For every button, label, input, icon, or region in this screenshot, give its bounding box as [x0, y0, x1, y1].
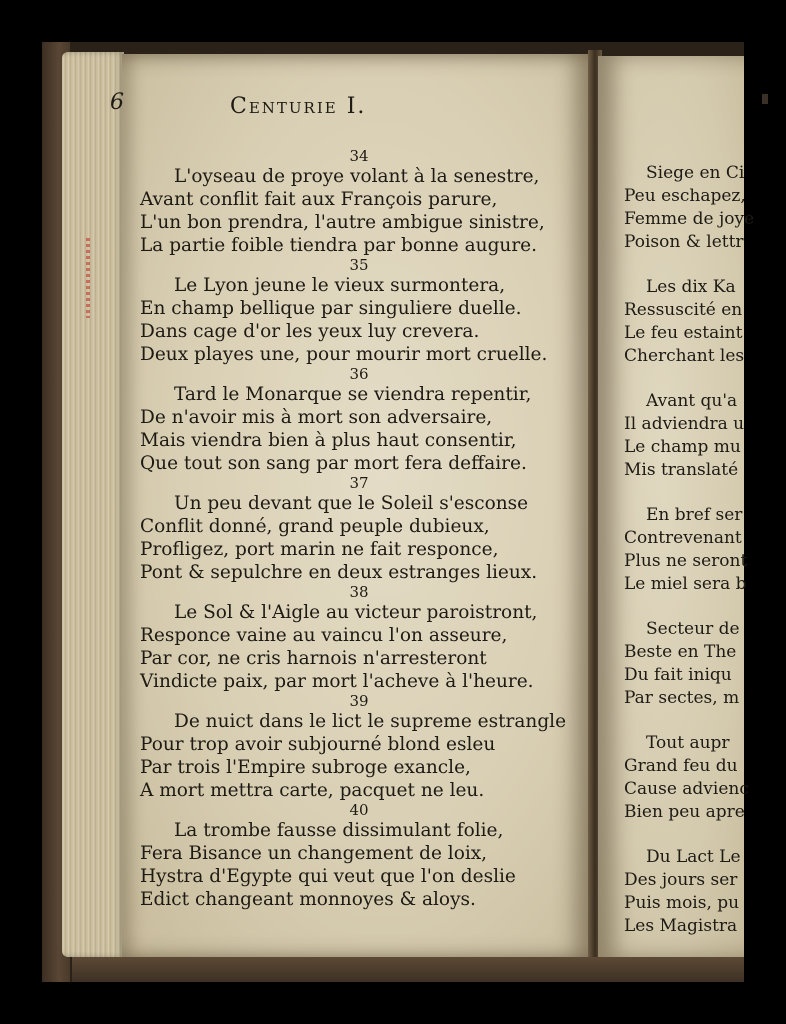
- red-ink-mark: [86, 238, 90, 318]
- quatrain: [140, 148, 550, 257]
- verse-line: Poison & lettr: [624, 232, 744, 252]
- right-stanza: [624, 162, 754, 254]
- verse-line: Tout aupr: [646, 733, 730, 753]
- quatrain: [140, 802, 550, 911]
- verse-line: Ressuscité en: [624, 300, 743, 320]
- verse-line: Vindicte paix, par mort l'acheve à l'heure.: [140, 671, 534, 692]
- verse-line: Conflit donné, grand peuple dubieux,: [140, 516, 490, 537]
- quatrain: [140, 366, 550, 475]
- right-stanza: [624, 276, 754, 368]
- verse-line: Le Lyon jeune le vieux surmontera,: [174, 275, 506, 296]
- right-stanza: [624, 504, 754, 596]
- quatrain: [140, 692, 567, 802]
- verse-line: Le miel sera b: [624, 574, 747, 594]
- verse-line: Il adviendra u: [624, 414, 745, 434]
- verse-line: Mis translaté: [624, 460, 739, 480]
- verse-line: Le champ mu: [624, 437, 741, 457]
- verse-line: Que tout son sang par mort fera deffaire.: [140, 453, 527, 474]
- verse-line: Hystra d'Egypte qui veut que l'on deslie: [140, 866, 516, 887]
- verse-line: Du fait iniqu: [624, 665, 732, 685]
- right-stanza: [624, 846, 754, 938]
- verse-line: Par trois l'Empire subroge exancle,: [140, 757, 471, 778]
- verse-line: Femme de joye: [624, 209, 755, 229]
- verse-line: De nuict dans le lict le supreme estrangle: [174, 711, 567, 732]
- verse-line: La trombe fausse dissimulant folie,: [174, 820, 504, 841]
- verse-line: En champ bellique par singuliere duelle.: [140, 298, 522, 319]
- verse-line: Plus ne seront: [624, 551, 748, 571]
- verse-line: Bien peu apre: [624, 802, 745, 822]
- verse-line: Du Lact Le: [646, 847, 741, 867]
- quatrain-number: 38: [349, 583, 369, 601]
- quatrain-number: 34: [349, 147, 369, 165]
- quatrain-number: 36: [349, 365, 369, 383]
- verse-line: Les Magistra: [624, 916, 738, 936]
- running-head: Centurie I.: [230, 94, 367, 119]
- verse-line: Les dix Ka: [646, 277, 736, 297]
- verse-line: Fera Bisance un changement de loix,: [140, 843, 488, 864]
- right-page-text: [624, 162, 754, 938]
- verse-line: Deux playes une, pour mourir mort cruelle.: [140, 344, 548, 365]
- quatrain-number: 39: [349, 692, 369, 710]
- verse-line: Un peu devant que le Soleil s'esconse: [174, 493, 529, 514]
- quatrain: [140, 584, 550, 693]
- verse-line: L'oyseau de proye volant à la senestre,: [174, 166, 540, 187]
- verse-line: Cherchant les: [624, 346, 745, 366]
- verse-line: Par cor, ne cris harnois n'arresteront: [140, 648, 487, 669]
- verse-line: Beste en The: [624, 642, 737, 662]
- quatrain-number: 35: [349, 256, 369, 274]
- verse-line: Pour trop avoir subjourné blond esleu: [140, 734, 496, 755]
- verse-line: Le Sol & l'Aigle au victeur paroistront,: [174, 602, 538, 623]
- verse-line: Secteur de: [646, 619, 740, 639]
- quatrain-number: 37: [349, 474, 369, 492]
- right-page-corner-mark: [762, 94, 768, 104]
- book-bottom-edge: [72, 957, 744, 982]
- verse-line: Cause advienc: [624, 779, 749, 799]
- verse-line: Edict changeant monnoyes & aloys.: [140, 889, 476, 910]
- right-stanza: [624, 618, 754, 710]
- verse-line: Tard le Monarque se viendra repentir,: [174, 384, 532, 405]
- verse-line: L'un bon prendra, l'autre ambigue sinistre,: [140, 212, 545, 233]
- verse-line: Dans cage d'or les yeux luy crevera.: [140, 321, 480, 342]
- verse-line: Le feu estaint: [624, 323, 743, 343]
- verse-line: Grand feu du: [624, 756, 738, 776]
- verse-line: La partie foible tiendra par bonne augure.: [140, 235, 538, 256]
- quatrain: [140, 257, 550, 366]
- quatrain: [140, 475, 550, 584]
- page-number: 6: [110, 90, 124, 115]
- page-stack-edge: [62, 52, 124, 957]
- verse-line: Contrevenant: [624, 528, 742, 548]
- verse-line: Mais viendra bien à plus haut consentir,: [140, 430, 517, 451]
- verse-line: Siege en Ci: [646, 163, 745, 183]
- verse-line: De n'avoir mis à mort son adversaire,: [140, 407, 493, 428]
- verse-line: A mort mettra carte, pacquet ne leu.: [140, 780, 485, 801]
- verse-line: Puis mois, pu: [624, 893, 740, 913]
- verse-line: Pont & sepulchre en deux estranges lieux.: [140, 562, 538, 583]
- verse-line: Par sectes, m: [624, 688, 740, 708]
- quatrain-number: 40: [349, 801, 369, 819]
- verse-line: Peu eschapez,: [624, 186, 746, 206]
- verse-line: Avant qu'a: [646, 391, 738, 411]
- verse-line: En bref ser: [646, 505, 743, 525]
- verse-line: Profligez, port marin ne fait responce,: [140, 539, 499, 560]
- right-stanza: [624, 390, 754, 482]
- verse-line: Responce vaine au vaincu l'on asseure,: [140, 625, 508, 646]
- right-stanza: [624, 732, 754, 824]
- quatrain-list: [140, 147, 567, 911]
- verse-line: Des jours ser: [624, 870, 738, 890]
- verse-line: Avant conflit fait aux François parure,: [140, 189, 498, 210]
